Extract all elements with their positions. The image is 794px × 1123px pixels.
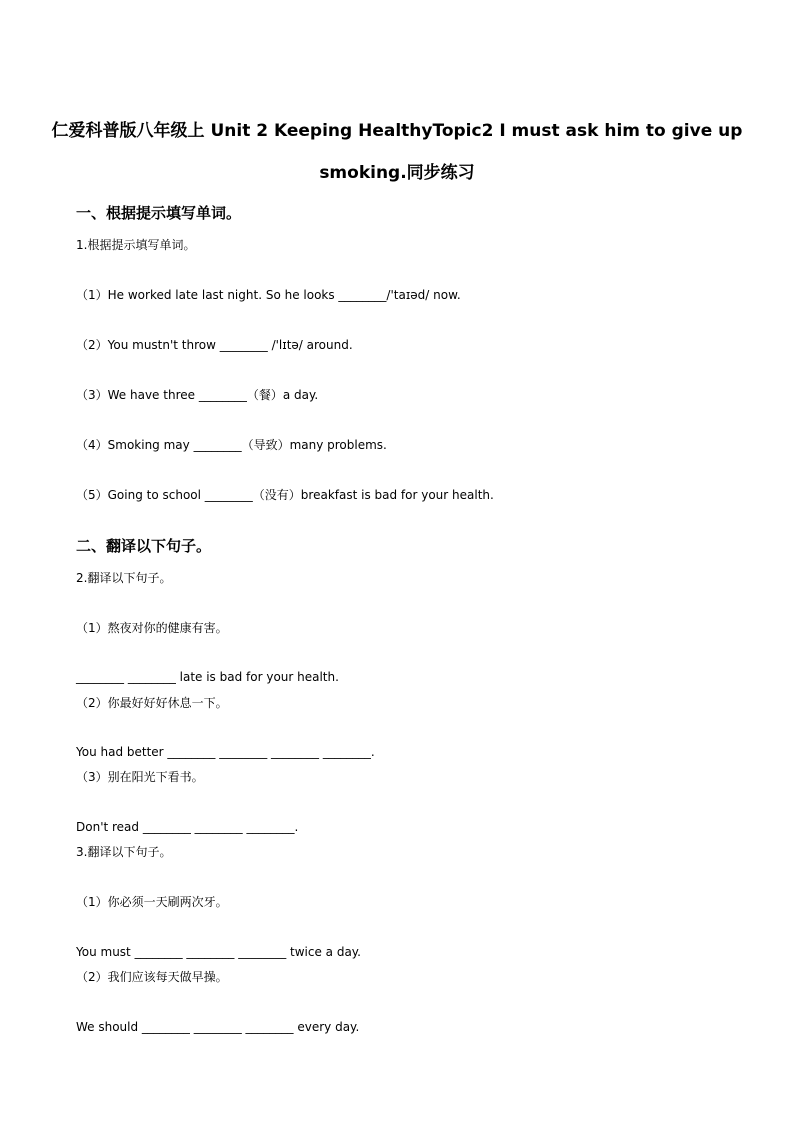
- question-3-label: 3.翻译以下句子。: [76, 845, 172, 859]
- section-1-heading: 一、根据提示填写单词。: [76, 204, 242, 222]
- question-3-item-1-answer: You must ________ ________ ________ twice a day.: [76, 945, 361, 959]
- question-2-item-1-answer: ________ ________ late is bad for your health.: [76, 670, 339, 684]
- question-2-item-3-prompt: （3）别在阳光下看书。: [76, 770, 204, 784]
- page-title-line-2: smoking.同步练习: [319, 163, 475, 183]
- question-3-item-2-answer: We should ________ ________ ________ every day.: [76, 1020, 360, 1034]
- question-1-label: 1.根据提示填写单词。: [76, 238, 196, 252]
- section-2-heading: 二、翻译以下句子。: [76, 537, 212, 555]
- question-1-item-5: （5）Going to school ________（没有）breakfast is bad for your health.: [76, 488, 494, 502]
- question-2-item-1-prompt: （1）熬夜对你的健康有害。: [76, 621, 228, 635]
- question-1-item-1: （1）He worked late last night. So he looks ________/'taɪəd/ now.: [76, 288, 461, 302]
- question-3-item-1-prompt: （1）你必须一天刷两次牙。: [76, 895, 228, 909]
- question-1-item-4: （4）Smoking may ________（导致）many problems.: [76, 438, 387, 452]
- page-title-line-1: 仁爱科普版八年级上 Unit 2 Keeping HealthyTopic2 I must ask him to give up: [51, 121, 743, 141]
- question-1-item-3: （3）We have three ________（餐）a day.: [76, 388, 319, 402]
- question-1-item-2: （2）You mustn't throw ________ /'lɪtə/ around.: [76, 338, 353, 352]
- question-2-item-2-prompt: （2）你最好好好休息一下。: [76, 696, 228, 710]
- question-2-item-3-answer: Don't read ________ ________ ________.: [76, 820, 299, 834]
- question-2-label: 2.翻译以下句子。: [76, 571, 172, 585]
- question-2-item-2-answer: You had better ________ ________ ________ ________.: [76, 745, 375, 759]
- question-3-item-2-prompt: （2）我们应该每天做早操。: [76, 970, 228, 984]
